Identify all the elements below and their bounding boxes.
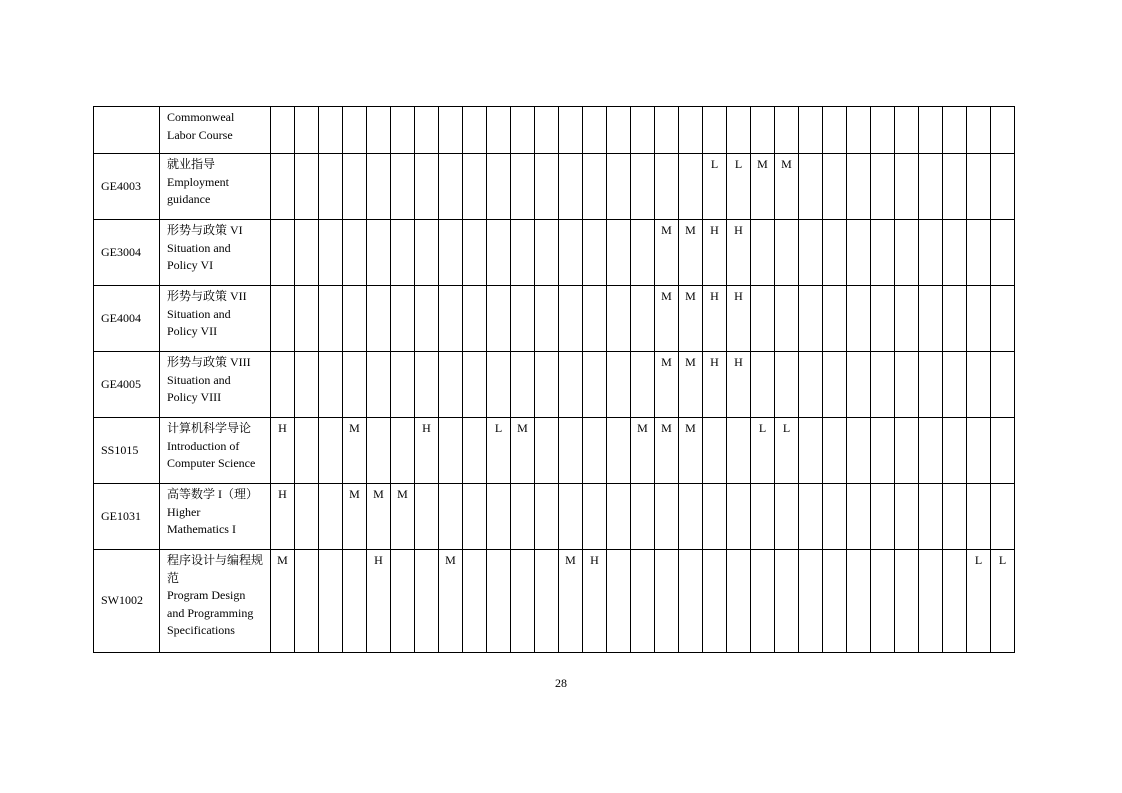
support-level-cell — [991, 107, 1015, 154]
support-level-cell — [535, 286, 559, 352]
support-level-cell — [919, 484, 943, 550]
support-level-cell: M — [511, 418, 535, 484]
support-level-cell — [799, 286, 823, 352]
course-code: SS1015 — [94, 418, 160, 484]
support-level-cell — [799, 107, 823, 154]
support-level-cell — [751, 352, 775, 418]
table-row — [94, 107, 1015, 154]
support-level-cell: M — [271, 550, 295, 653]
support-level-cell — [847, 550, 871, 653]
course-name — [160, 220, 271, 286]
support-level-cell — [391, 286, 415, 352]
support-level-cell — [895, 107, 919, 154]
support-level-cell: M — [679, 352, 703, 418]
support-level-cell — [463, 550, 487, 653]
support-level-cell: H — [271, 484, 295, 550]
support-level-cell: H — [367, 550, 391, 653]
support-level-cell — [343, 550, 367, 653]
support-level-cell — [343, 286, 367, 352]
support-level-cell — [415, 154, 439, 220]
support-level-cell: M — [679, 418, 703, 484]
support-level-cell — [631, 484, 655, 550]
support-level-cell — [415, 220, 439, 286]
support-level-cell — [631, 220, 655, 286]
support-level-cell — [799, 154, 823, 220]
support-level-cell — [991, 484, 1015, 550]
course-name-line: 范 — [167, 570, 180, 585]
course-name-line: Higher — [167, 504, 201, 519]
support-level-cell — [583, 154, 607, 220]
support-level-cell — [583, 107, 607, 154]
support-level-cell — [511, 154, 535, 220]
support-level-cell — [607, 220, 631, 286]
support-level-cell — [991, 352, 1015, 418]
support-level-cell — [463, 220, 487, 286]
support-level-cell — [967, 352, 991, 418]
support-level-cell — [703, 550, 727, 653]
support-level-cell — [871, 154, 895, 220]
support-level-cell — [727, 107, 751, 154]
course-name-line: 形势与政策 VII — [167, 289, 247, 303]
support-level-cell — [631, 352, 655, 418]
support-level-cell: H — [727, 220, 751, 286]
support-level-cell — [559, 286, 583, 352]
course-name-line: Specifications — [167, 623, 235, 637]
support-level-cell — [799, 418, 823, 484]
support-level-cell — [727, 484, 751, 550]
support-level-cell — [463, 154, 487, 220]
course-name-line: Program Design — [167, 588, 246, 602]
support-level-cell — [295, 550, 319, 653]
support-level-cell — [775, 484, 799, 550]
support-level-cell — [799, 352, 823, 418]
support-level-cell: H — [727, 286, 751, 352]
support-level-cell — [391, 352, 415, 418]
support-level-cell — [487, 107, 511, 154]
support-level-cell — [319, 107, 343, 154]
course-code: GE4004 — [94, 286, 160, 352]
support-level-cell — [847, 107, 871, 154]
support-level-cell — [919, 286, 943, 352]
support-level-cell — [463, 107, 487, 154]
support-level-cell — [583, 418, 607, 484]
support-level-cell — [535, 418, 559, 484]
support-level-cell — [823, 352, 847, 418]
course-name-line: Policy VII — [167, 324, 218, 338]
support-level-cell — [655, 550, 679, 653]
support-level-cell — [967, 107, 991, 154]
support-level-cell — [319, 154, 343, 220]
support-level-cell — [439, 352, 463, 418]
support-level-cell — [271, 286, 295, 352]
support-level-cell — [319, 550, 343, 653]
support-level-cell — [679, 550, 703, 653]
support-level-cell — [943, 418, 967, 484]
support-level-cell — [607, 352, 631, 418]
support-level-cell — [319, 484, 343, 550]
support-level-cell — [775, 220, 799, 286]
course-name — [160, 286, 271, 352]
support-level-cell: M — [655, 352, 679, 418]
support-level-cell — [895, 484, 919, 550]
support-level-cell — [319, 220, 343, 286]
support-level-cell — [967, 418, 991, 484]
course-name — [160, 418, 271, 484]
course-outcome-matrix — [93, 106, 1015, 653]
support-level-cell — [367, 107, 391, 154]
support-level-cell — [439, 220, 463, 286]
support-level-cell — [655, 154, 679, 220]
support-level-cell: L — [991, 550, 1015, 653]
support-level-cell — [871, 220, 895, 286]
support-level-cell — [655, 484, 679, 550]
course-name-line: Situation and — [167, 240, 231, 255]
support-level-cell — [391, 107, 415, 154]
support-level-cell — [415, 107, 439, 154]
support-level-cell — [991, 418, 1015, 484]
support-level-cell — [607, 550, 631, 653]
support-level-cell: H — [271, 418, 295, 484]
support-level-cell — [943, 550, 967, 653]
table-row — [94, 352, 1015, 418]
support-level-cell — [775, 107, 799, 154]
support-level-cell — [391, 550, 415, 653]
course-name-line: Policy VI — [167, 258, 214, 272]
support-level-cell — [319, 418, 343, 484]
support-level-cell — [631, 107, 655, 154]
support-level-cell — [703, 107, 727, 154]
support-level-cell — [943, 154, 967, 220]
course-name — [160, 484, 271, 550]
support-level-cell: M — [559, 550, 583, 653]
course-name-line: 形势与政策 VIII — [167, 355, 251, 369]
support-level-cell — [703, 418, 727, 484]
support-level-cell — [751, 286, 775, 352]
support-level-cell — [655, 107, 679, 154]
course-name-line: 高等数学 I（理） — [167, 487, 258, 501]
support-level-cell — [439, 418, 463, 484]
course-name — [160, 550, 271, 653]
support-level-cell — [391, 418, 415, 484]
support-level-cell — [559, 484, 583, 550]
support-level-cell — [871, 352, 895, 418]
course-name-line: Labor Course — [167, 127, 233, 142]
support-level-cell — [823, 418, 847, 484]
support-level-cell: L — [727, 154, 751, 220]
support-level-cell — [511, 550, 535, 653]
support-level-cell — [943, 352, 967, 418]
course-name-line: and Programming — [167, 605, 254, 620]
support-level-cell — [679, 154, 703, 220]
support-level-cell: M — [391, 484, 415, 550]
support-level-cell — [895, 418, 919, 484]
support-level-cell — [415, 484, 439, 550]
table-row — [94, 154, 1015, 220]
support-level-cell — [295, 352, 319, 418]
support-level-cell — [367, 286, 391, 352]
course-name-line: Policy VIII — [167, 390, 222, 404]
support-level-cell — [367, 154, 391, 220]
support-level-cell — [871, 484, 895, 550]
support-level-cell: L — [703, 154, 727, 220]
support-level-cell — [919, 107, 943, 154]
support-level-cell — [367, 418, 391, 484]
support-level-cell — [919, 418, 943, 484]
support-level-cell — [463, 484, 487, 550]
support-level-cell: M — [751, 154, 775, 220]
support-level-cell — [967, 220, 991, 286]
support-level-cell — [967, 484, 991, 550]
support-level-cell — [823, 220, 847, 286]
course-name — [160, 154, 271, 220]
course-code: GE1031 — [94, 484, 160, 550]
table-row — [94, 484, 1015, 550]
support-level-cell — [991, 220, 1015, 286]
support-level-cell — [559, 352, 583, 418]
support-level-cell: M — [655, 418, 679, 484]
support-level-cell — [559, 418, 583, 484]
support-level-cell — [439, 484, 463, 550]
support-level-cell — [511, 107, 535, 154]
support-level-cell — [823, 286, 847, 352]
support-level-cell — [751, 107, 775, 154]
course-name-line: Employment — [167, 174, 229, 189]
table-row — [94, 286, 1015, 352]
course-code: GE4003 — [94, 154, 160, 220]
course-code — [94, 107, 160, 154]
support-level-cell — [727, 418, 751, 484]
course-name-line: 形势与政策 VI — [167, 223, 243, 237]
support-level-cell — [943, 220, 967, 286]
support-level-cell — [895, 220, 919, 286]
support-level-cell — [895, 154, 919, 220]
course-code: GE3004 — [94, 220, 160, 286]
support-level-cell — [871, 418, 895, 484]
support-level-cell — [271, 220, 295, 286]
support-level-cell — [295, 107, 319, 154]
support-level-cell: M — [343, 484, 367, 550]
support-level-cell — [775, 352, 799, 418]
support-level-cell: L — [487, 418, 511, 484]
support-level-cell — [391, 154, 415, 220]
support-level-cell — [751, 220, 775, 286]
support-level-cell: M — [631, 418, 655, 484]
support-level-cell — [439, 154, 463, 220]
support-level-cell — [871, 286, 895, 352]
support-level-cell — [919, 550, 943, 653]
support-level-cell: M — [679, 286, 703, 352]
course-name-line: Introduction of — [167, 438, 240, 453]
support-level-cell — [943, 484, 967, 550]
course-name-line: 就业指导 — [167, 157, 216, 171]
support-level-cell — [679, 107, 703, 154]
support-level-cell — [631, 286, 655, 352]
support-level-cell — [967, 154, 991, 220]
support-level-cell — [295, 286, 319, 352]
support-level-cell — [847, 220, 871, 286]
support-level-cell — [511, 286, 535, 352]
support-level-cell — [775, 550, 799, 653]
table-row — [94, 220, 1015, 286]
support-level-cell — [871, 107, 895, 154]
course-name-line: 计算机科学导论 — [167, 421, 252, 435]
support-level-cell — [535, 484, 559, 550]
support-level-cell — [511, 352, 535, 418]
support-level-cell — [823, 154, 847, 220]
support-level-cell: L — [751, 418, 775, 484]
support-level-cell — [607, 107, 631, 154]
support-level-cell — [583, 220, 607, 286]
support-level-cell — [919, 154, 943, 220]
support-level-cell — [991, 286, 1015, 352]
support-level-cell: M — [775, 154, 799, 220]
support-level-cell — [535, 550, 559, 653]
support-level-cell — [967, 286, 991, 352]
support-level-cell — [511, 484, 535, 550]
support-level-cell — [727, 550, 751, 653]
support-level-cell — [895, 286, 919, 352]
support-level-cell — [487, 154, 511, 220]
support-level-cell: M — [367, 484, 391, 550]
support-level-cell — [919, 220, 943, 286]
support-level-cell — [871, 550, 895, 653]
support-level-cell — [487, 550, 511, 653]
support-level-cell: H — [703, 220, 727, 286]
support-level-cell — [943, 286, 967, 352]
support-level-cell — [847, 352, 871, 418]
support-level-cell — [919, 352, 943, 418]
support-level-cell — [823, 484, 847, 550]
support-level-cell — [607, 484, 631, 550]
support-level-cell — [583, 286, 607, 352]
course-code: SW1002 — [94, 550, 160, 653]
support-level-cell — [319, 286, 343, 352]
course-name-line: Commonweal — [167, 110, 235, 124]
course-name — [160, 352, 271, 418]
support-level-cell — [367, 352, 391, 418]
support-level-cell — [535, 154, 559, 220]
support-level-cell — [487, 220, 511, 286]
course-name — [160, 107, 271, 154]
support-level-cell — [631, 154, 655, 220]
support-level-cell — [463, 286, 487, 352]
support-level-cell — [487, 484, 511, 550]
support-level-cell — [415, 286, 439, 352]
support-level-cell — [583, 484, 607, 550]
course-name-line: Situation and — [167, 306, 231, 321]
support-level-cell: M — [439, 550, 463, 653]
support-level-cell — [703, 484, 727, 550]
support-level-cell — [559, 220, 583, 286]
support-level-cell — [991, 154, 1015, 220]
course-name-line: Situation and — [167, 372, 231, 387]
support-level-cell — [535, 220, 559, 286]
support-level-cell — [535, 352, 559, 418]
support-level-cell — [271, 352, 295, 418]
support-level-cell — [487, 286, 511, 352]
support-level-cell — [847, 286, 871, 352]
support-level-cell — [295, 220, 319, 286]
support-level-cell: H — [583, 550, 607, 653]
support-level-cell — [295, 484, 319, 550]
support-level-cell — [271, 107, 295, 154]
support-level-cell — [631, 550, 655, 653]
support-level-cell: M — [655, 286, 679, 352]
support-level-cell — [895, 550, 919, 653]
support-level-cell: M — [679, 220, 703, 286]
support-level-cell: M — [343, 418, 367, 484]
support-level-cell — [847, 484, 871, 550]
support-level-cell — [847, 418, 871, 484]
course-name-line: guidance — [167, 192, 211, 206]
support-level-cell — [367, 220, 391, 286]
support-level-cell — [295, 418, 319, 484]
support-level-cell — [343, 352, 367, 418]
table-row — [94, 418, 1015, 484]
support-level-cell: H — [703, 286, 727, 352]
support-level-cell — [511, 220, 535, 286]
support-level-cell — [607, 154, 631, 220]
support-level-cell — [319, 352, 343, 418]
support-level-cell — [463, 418, 487, 484]
page-number: 28 — [555, 676, 567, 690]
course-name-line: Computer Science — [167, 456, 256, 470]
support-level-cell — [823, 550, 847, 653]
table-row — [94, 550, 1015, 653]
support-level-cell: L — [775, 418, 799, 484]
support-level-cell — [343, 154, 367, 220]
support-level-cell — [559, 107, 583, 154]
support-level-cell — [463, 352, 487, 418]
support-level-cell — [679, 484, 703, 550]
support-level-cell — [295, 154, 319, 220]
support-level-cell — [439, 286, 463, 352]
support-level-cell — [751, 484, 775, 550]
support-level-cell — [343, 107, 367, 154]
support-level-cell — [415, 550, 439, 653]
support-level-cell: M — [655, 220, 679, 286]
course-code: GE4005 — [94, 352, 160, 418]
support-level-cell — [799, 220, 823, 286]
course-name-line: Mathematics I — [167, 522, 236, 536]
support-level-cell — [535, 107, 559, 154]
support-level-cell — [343, 220, 367, 286]
support-level-cell — [895, 352, 919, 418]
support-level-cell — [943, 107, 967, 154]
support-level-cell — [607, 286, 631, 352]
support-level-cell: H — [415, 418, 439, 484]
support-level-cell — [823, 107, 847, 154]
support-level-cell — [775, 286, 799, 352]
support-level-cell — [391, 220, 415, 286]
support-level-cell — [847, 154, 871, 220]
support-level-cell: H — [703, 352, 727, 418]
support-level-cell — [583, 352, 607, 418]
support-level-cell — [271, 154, 295, 220]
course-name-line: 程序设计与编程规 — [167, 553, 264, 567]
support-level-cell: H — [727, 352, 751, 418]
support-level-cell — [607, 418, 631, 484]
support-level-cell — [799, 484, 823, 550]
support-level-cell — [439, 107, 463, 154]
support-level-cell — [559, 154, 583, 220]
support-level-cell — [487, 352, 511, 418]
support-level-cell — [415, 352, 439, 418]
support-level-cell — [751, 550, 775, 653]
support-level-cell — [799, 550, 823, 653]
support-level-cell: L — [967, 550, 991, 653]
